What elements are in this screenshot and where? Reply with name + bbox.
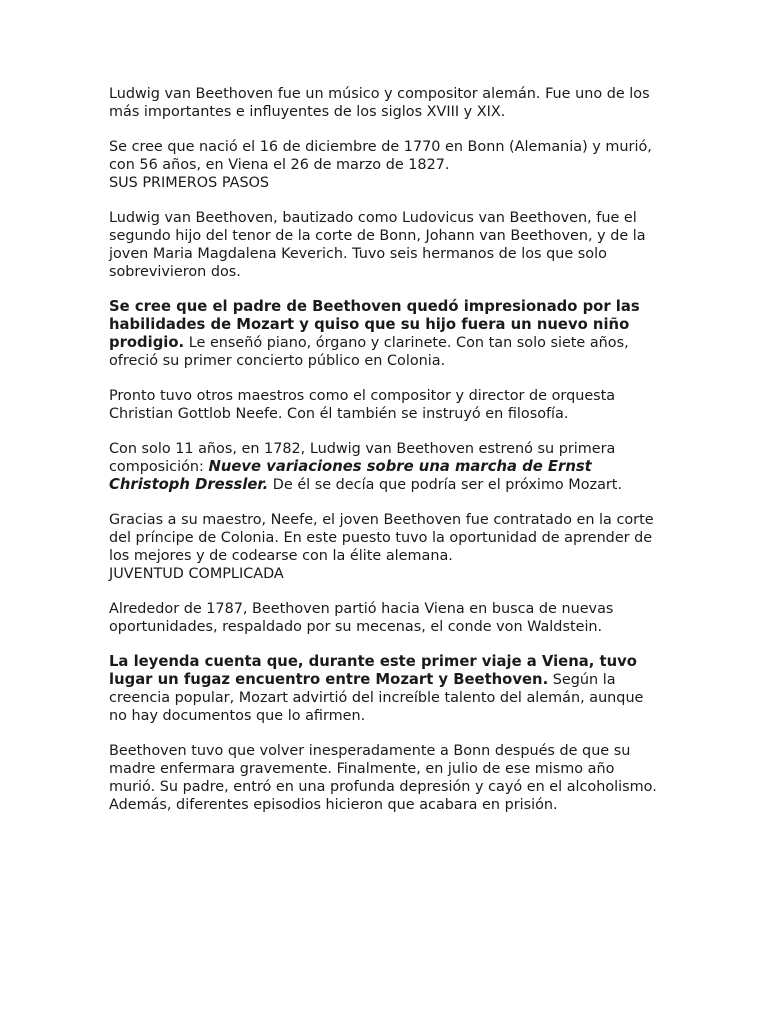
paragraph-text: Le enseñó piano, órgano y clarinete. Con tan solo siete años, ofreció su primer concierto público en Colonia. [109,335,629,369]
section-heading-juventud: JUVENTUD COMPLICADA [109,566,284,582]
primeros-pasos-paragraph-5: Gracias a su maestro, Neefe, el joven Beethoven fue contratado en la corte del príncipe de Colonia. En este puesto tuvo la oportunidad de aprender de los mejores y de codearse con la élite alemana. [109,512,654,564]
juventud-paragraph-1: Alrededor de 1787, Beethoven partió hacia Viena en busca de nuevas oportunidades, respaldado por su mecenas, el conde von Waldstein. [109,601,614,635]
primeros-pasos-paragraph-4 [109,440,664,494]
primeros-pasos-paragraph-1: Ludwig van Beethoven, bautizado como Ludovicus van Beethoven, fue el segundo hijo del tenor de la corte de Bonn, Johann van Beethoven, y de la joven Maria Magdalena Keverich. Tuvo seis hermanos de los que solo sobrevivieron dos. [109,210,646,280]
bold-highlight: Se cree que el padre de Beethoven quedó impresionado por las habilidades de Mozart y quiso que su hijo fuera un nuevo niño prodigio. [109,298,640,351]
section-heading-primeros-pasos: SUS PRIMEROS PASOS [109,175,270,191]
paragraph-text: Con solo 11 años, en 1782, Ludwig van Beethoven estrenó su primera composición: [109,441,616,475]
document-body [109,85,664,814]
paragraph-text: Según la creencia popular, Mozart advirtió del increíble talento del alemán, aunque no hay documentos que lo afirmen. [109,672,644,724]
intro-paragraph-1: Ludwig van Beethoven fue un músico y compositor alemán. Fue uno de los más importantes e influyentes de los siglos XVIII y XIX. [109,86,650,120]
italic-title: Nueve variaciones sobre una marcha de Ernst Christoph Dressler. [109,458,592,493]
intro-paragraph-2: Se cree que nació el 16 de diciembre de 1770 en Bonn (Alemania) y murió, con 56 años, en Viena el 26 de marzo de 1827. [109,139,652,173]
primeros-pasos-paragraph-2 [109,298,664,370]
paragraph-text: De él se decía que podría ser el próximo Mozart. [268,477,623,493]
juventud-paragraph-3: Beethoven tuvo que volver inesperadamente a Bonn después de que su madre enfermara gravemente. Finalmente, en julio de ese mismo año murió. Su padre, entró en una profunda depresión y cayó en el alcoholismo. Además, diferentes episodios hicieron que acabara en prisión. [109,743,657,813]
primeros-pasos-paragraph-3: Pronto tuvo otros maestros como el compositor y director de orquesta Christian Gottlob Neefe. Con él también se instruyó en filosofía. [109,388,616,422]
bold-highlight: La leyenda cuenta que, durante este primer viaje a Viena, tuvo lugar un fugaz encuentro entre Mozart y Beethoven. [109,653,637,688]
juventud-paragraph-2 [109,653,664,725]
